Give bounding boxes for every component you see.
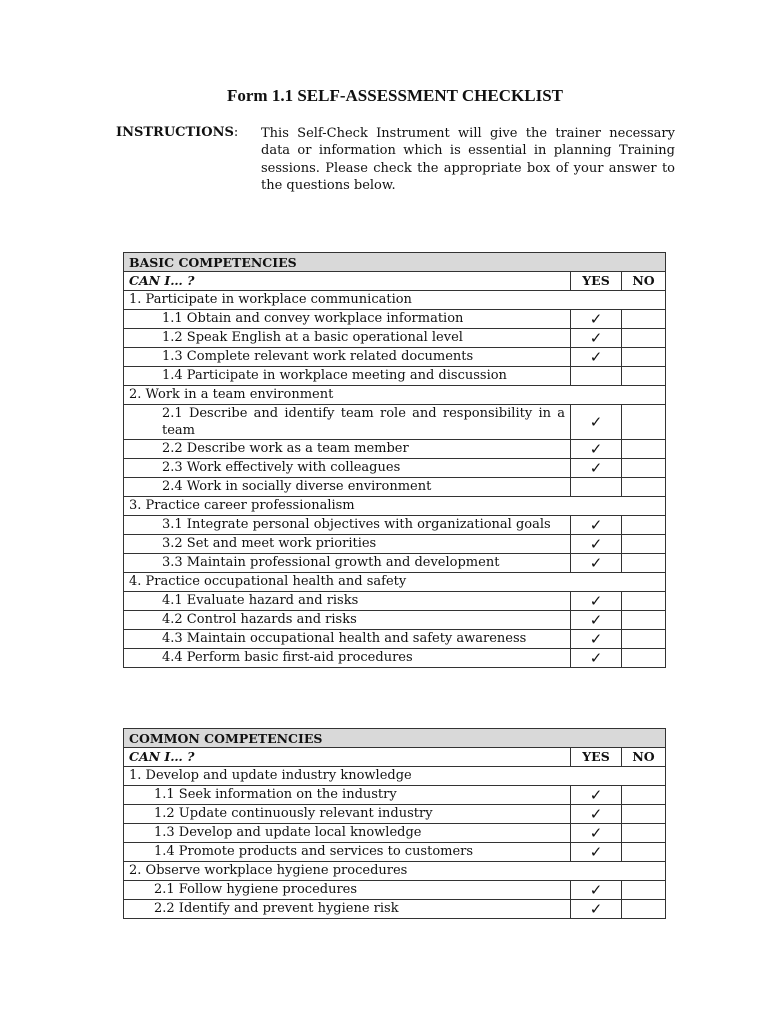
competency-group-label: 2. Work in a team environment (124, 386, 666, 405)
competency-item-row (124, 554, 666, 573)
check-mark-icon: ✓ (589, 458, 603, 477)
competency-item-row (124, 592, 666, 611)
no-checkbox-cell[interactable] (622, 405, 666, 440)
yes-checkbox-cell[interactable] (571, 592, 622, 611)
check-mark-icon: ✓ (589, 629, 603, 648)
competency-group-row (124, 497, 666, 516)
no-checkbox-cell[interactable] (622, 310, 666, 329)
competency-item-row (124, 649, 666, 668)
check-mark-icon: ✓ (589, 785, 603, 804)
competency-item-label: 2.2 Describe work as a team member (124, 440, 571, 459)
no-checkbox-cell[interactable] (622, 843, 666, 862)
check-mark-icon: ✓ (589, 648, 603, 667)
common-competencies-body (124, 767, 666, 919)
check-mark-icon: ✓ (589, 610, 603, 629)
competency-item-row (124, 900, 666, 919)
competency-item-label: 1.4 Participate in workplace meeting and discussion (124, 367, 571, 386)
competency-item-row (124, 843, 666, 862)
competency-group-row (124, 767, 666, 786)
yes-checkbox-cell[interactable] (571, 554, 622, 573)
check-mark-icon: ✓ (589, 553, 603, 572)
competency-item-row (124, 611, 666, 630)
competency-group-label: 1. Develop and update industry knowledge (124, 767, 666, 786)
no-checkbox-cell[interactable] (622, 881, 666, 900)
competency-item-row (124, 630, 666, 649)
competency-item-label: 1.3 Complete relevant work related documents (124, 348, 571, 367)
competency-group-row (124, 291, 666, 310)
competency-item-row (124, 440, 666, 459)
section-title: BASIC COMPETENCIES (124, 253, 666, 272)
check-mark-icon: ✓ (589, 515, 603, 534)
competency-item-row (124, 805, 666, 824)
check-mark-icon: ✓ (589, 804, 603, 823)
competency-item-row (124, 405, 666, 440)
check-mark-icon: ✓ (589, 823, 603, 842)
competency-item-row (124, 881, 666, 900)
no-checkbox-cell[interactable] (622, 649, 666, 668)
yes-checkbox-cell[interactable] (571, 348, 622, 367)
instructions-text: This Self-Check Instrument will give the trainer necessary data or information which is essential in planning Training sessions. Please check the appropriate box of your answer to the questions below. (261, 126, 675, 194)
no-checkbox-cell[interactable] (622, 824, 666, 843)
competency-item-row (124, 786, 666, 805)
competency-item-label: 1.2 Speak English at a basic operational level (124, 329, 571, 348)
competency-item-label: 2.1 Follow hygiene procedures (124, 881, 571, 900)
check-mark-icon: ✓ (589, 439, 603, 458)
competency-item-label: 2.3 Work effectively with colleagues (124, 459, 571, 478)
no-checkbox-cell[interactable] (622, 367, 666, 386)
yes-checkbox-cell[interactable] (571, 329, 622, 348)
no-checkbox-cell[interactable] (622, 592, 666, 611)
competency-item-label: 3.2 Set and meet work priorities (124, 535, 571, 554)
yes-checkbox-cell[interactable] (571, 900, 622, 919)
basic-competencies-table (123, 252, 666, 668)
check-mark-icon: ✓ (589, 412, 603, 431)
check-mark-icon: ✓ (589, 842, 603, 861)
competency-item-row (124, 824, 666, 843)
yes-checkbox-cell[interactable] (571, 405, 622, 440)
section-title: COMMON COMPETENCIES (124, 729, 666, 748)
competency-item-label: 2.2 Identify and prevent hygiene risk (124, 900, 571, 919)
competency-item-label: 1.3 Develop and update local knowledge (124, 824, 571, 843)
no-checkbox-cell[interactable] (622, 786, 666, 805)
no-checkbox-cell[interactable] (622, 805, 666, 824)
yes-checkbox-cell[interactable] (571, 440, 622, 459)
competency-group-label: 3. Practice career professionalism (124, 497, 666, 516)
competency-item-label: 4.1 Evaluate hazard and risks (124, 592, 571, 611)
yes-checkbox-cell[interactable] (571, 649, 622, 668)
can-i-header: CAN I… ? (124, 272, 571, 291)
competency-item-label: 1.1 Seek information on the industry (124, 786, 571, 805)
competency-item-label: 1.2 Update continuously relevant industry (124, 805, 571, 824)
competency-item-label: 1.4 Promote products and services to customers (124, 843, 571, 862)
yes-checkbox-cell[interactable] (571, 310, 622, 329)
competency-item-row (124, 459, 666, 478)
yes-checkbox-cell[interactable] (571, 824, 622, 843)
yes-header: YES (571, 748, 622, 767)
instructions-label-text: INSTRUCTIONS (116, 125, 234, 140)
no-checkbox-cell[interactable] (622, 554, 666, 573)
basic-competencies-body (124, 291, 666, 668)
competency-item-label: 3.3 Maintain professional growth and development (124, 554, 571, 573)
competency-item-row (124, 329, 666, 348)
competency-group-label: 4. Practice occupational health and safety (124, 573, 666, 592)
competency-item-label: 4.3 Maintain occupational health and safety awareness (124, 630, 571, 649)
yes-checkbox-cell[interactable] (571, 881, 622, 900)
yes-checkbox-cell[interactable] (571, 611, 622, 630)
common-competencies-table (123, 728, 666, 919)
yes-checkbox-cell[interactable] (571, 459, 622, 478)
yes-checkbox-cell[interactable] (571, 630, 622, 649)
no-checkbox-cell[interactable] (622, 329, 666, 348)
competency-item-label: 4.2 Control hazards and risks (124, 611, 571, 630)
yes-checkbox-cell[interactable] (571, 535, 622, 554)
no-checkbox-cell[interactable] (622, 516, 666, 535)
yes-checkbox-cell[interactable] (571, 478, 622, 497)
no-header: NO (622, 272, 666, 291)
no-header: NO (622, 748, 666, 767)
no-checkbox-cell[interactable] (622, 535, 666, 554)
yes-checkbox-cell[interactable] (571, 843, 622, 862)
yes-checkbox-cell[interactable] (571, 367, 622, 386)
competency-group-row (124, 862, 666, 881)
yes-header: YES (571, 272, 622, 291)
column-header-row (124, 748, 666, 767)
competency-item-row (124, 478, 666, 497)
check-mark-icon: ✓ (589, 328, 603, 347)
competency-group-row (124, 573, 666, 592)
page-title: Form 1.1 SELF-ASSESSMENT CHECKLIST (227, 86, 563, 105)
competency-group-row (124, 386, 666, 405)
no-checkbox-cell[interactable] (622, 478, 666, 497)
competency-group-label: 2. Observe workplace hygiene procedures (124, 862, 666, 881)
no-checkbox-cell[interactable] (622, 440, 666, 459)
competency-item-row (124, 310, 666, 329)
yes-checkbox-cell[interactable] (571, 805, 622, 824)
competency-item-label: 4.4 Perform basic first-aid procedures (124, 649, 571, 668)
no-checkbox-cell[interactable] (622, 630, 666, 649)
section-header-row (124, 253, 666, 272)
competency-item-label: 3.1 Integrate personal objectives with organizational goals (124, 516, 571, 535)
column-header-row (124, 272, 666, 291)
instructions-label (116, 125, 238, 140)
check-mark-icon: ✓ (589, 591, 603, 610)
no-checkbox-cell[interactable] (622, 459, 666, 478)
competency-item-row (124, 367, 666, 386)
instructions-colon: : (233, 125, 239, 140)
yes-checkbox-cell[interactable] (571, 786, 622, 805)
competency-item-label: 2.1 Describe and identify team role and responsibility in a team (124, 405, 571, 440)
check-mark-icon: ✓ (589, 880, 603, 899)
no-checkbox-cell[interactable] (622, 611, 666, 630)
section-header-row (124, 729, 666, 748)
competency-item-row (124, 516, 666, 535)
check-mark-icon: ✓ (589, 347, 603, 366)
no-checkbox-cell[interactable] (622, 348, 666, 367)
competency-item-row (124, 535, 666, 554)
competency-group-label: 1. Participate in workplace communication (124, 291, 666, 310)
check-mark-icon: ✓ (589, 899, 603, 918)
can-i-header: CAN I… ? (124, 748, 571, 767)
competency-item-label: 1.1 Obtain and convey workplace information (124, 310, 571, 329)
yes-checkbox-cell[interactable] (571, 516, 622, 535)
competency-item-row (124, 348, 666, 367)
check-mark-icon: ✓ (589, 534, 603, 553)
no-checkbox-cell[interactable] (622, 900, 666, 919)
competency-item-label: 2.4 Work in socially diverse environment (124, 478, 571, 497)
check-mark-icon: ✓ (589, 309, 603, 328)
